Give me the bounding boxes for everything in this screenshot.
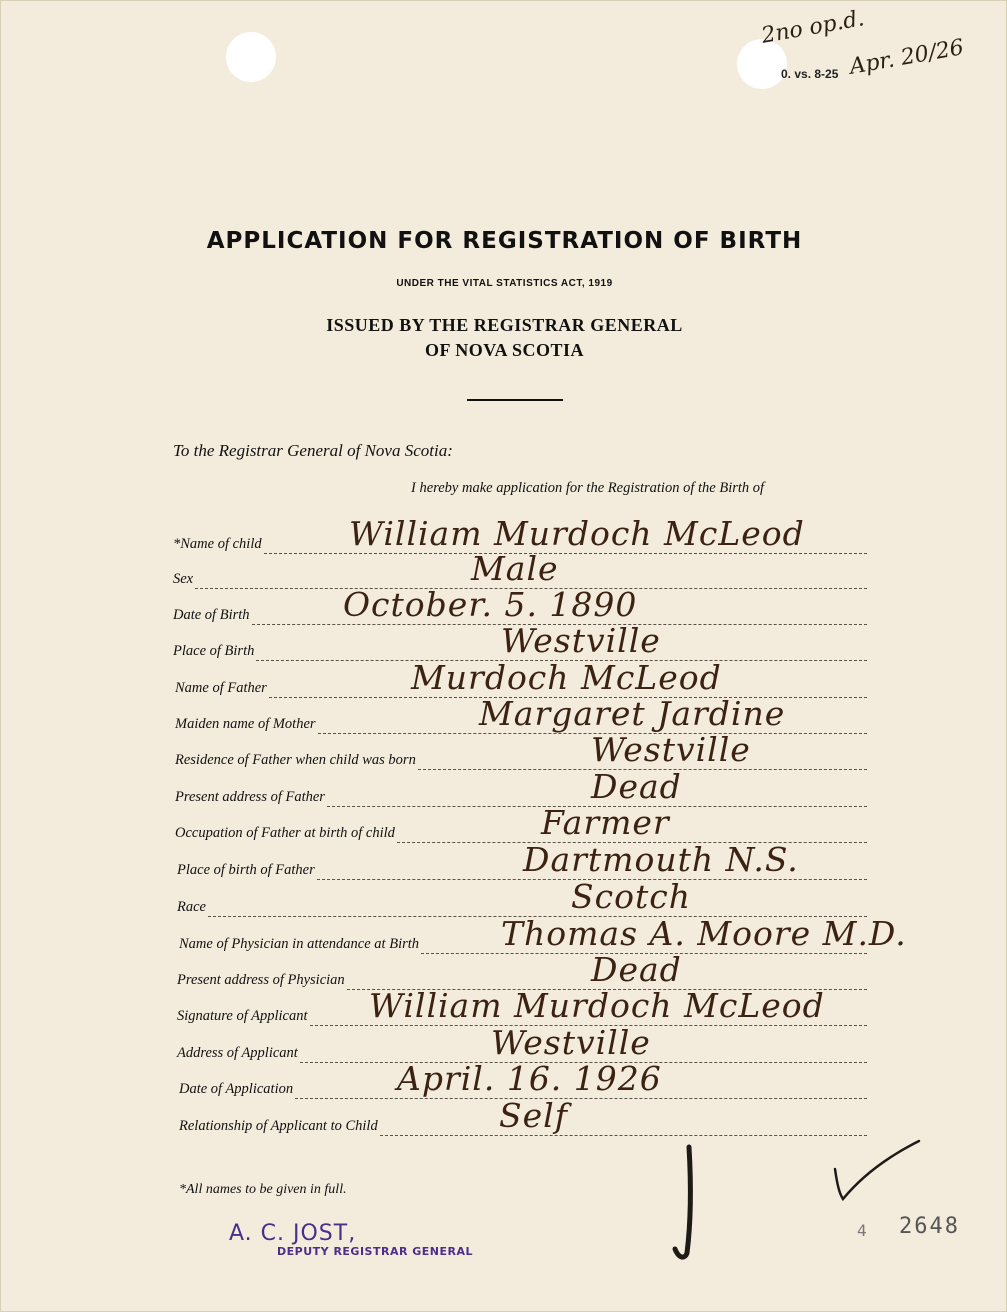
form-field-row	[1, 803, 1007, 851]
field-handwritten-value: Thomas A. Moore M.D.	[501, 914, 907, 953]
form-field-row	[1, 914, 1007, 962]
issued-by-line1: ISSUED BY THE REGISTRAR GENERAL	[326, 315, 683, 335]
field-handwritten-value: Margaret Jardine	[479, 694, 786, 733]
field-handwritten-value: Self	[499, 1096, 568, 1135]
stamp-title: DEPUTY REGISTRAR GENERAL	[277, 1245, 474, 1258]
field-label: Race	[177, 899, 206, 915]
punch-hole-left	[226, 32, 276, 82]
stamp-name: A. C. JOST,	[229, 1221, 357, 1246]
field-handwritten-value: William Murdoch McLeod	[369, 986, 825, 1025]
field-handwritten-value: Murdoch McLeod	[411, 658, 722, 697]
field-label: Date of Birth	[173, 607, 250, 623]
field-label: Residence of Father when child was born	[175, 752, 416, 768]
form-subtitle: UNDER THE VITAL STATISTICS ACT, 1919	[396, 278, 613, 289]
field-dotted-line	[264, 553, 867, 554]
field-label: Occupation of Father at birth of child	[175, 825, 395, 841]
field-dotted-line	[380, 1135, 867, 1136]
registration-number: 2648	[899, 1214, 960, 1239]
field-label: Address of Applicant	[177, 1045, 298, 1061]
title-divider	[467, 399, 563, 401]
field-handwritten-value: Dartmouth N.S.	[523, 840, 799, 879]
form-number: 0. vs. 8-25	[781, 67, 839, 81]
field-label: Signature of Applicant	[177, 1008, 308, 1024]
field-handwritten-value: Dead	[591, 950, 682, 989]
field-label: Relationship of Applicant to Child	[179, 1118, 378, 1134]
field-handwritten-value: Male	[471, 549, 559, 588]
field-handwritten-value: Westville	[591, 730, 751, 769]
field-label: Place of birth of Father	[177, 862, 315, 878]
field-label: Date of Application	[179, 1081, 294, 1097]
form-field-row	[1, 840, 1007, 888]
check-mark	[827, 1137, 927, 1209]
form-field-row	[1, 730, 1007, 778]
footnote: *All names to be given in full.	[179, 1182, 347, 1197]
field-handwritten-value: Scotch	[571, 877, 691, 916]
punch-hole-right	[737, 39, 787, 89]
form-field-row	[1, 767, 1007, 815]
field-handwritten-value: October. 5. 1890	[343, 585, 638, 624]
field-handwritten-value: April. 16. 1926	[397, 1059, 662, 1098]
field-handwritten-value: Westville	[491, 1023, 651, 1062]
form-title: APPLICATION FOR REGISTRATION OF BIRTH	[206, 228, 803, 254]
field-handwritten-value: Dead	[591, 767, 682, 806]
field-label: Name of Father	[175, 680, 267, 696]
issued-by-line2: OF NOVA SCOTIA	[424, 340, 585, 360]
field-label: Present address of Physician	[177, 972, 345, 988]
field-label: Present address of Father	[175, 789, 325, 805]
field-label: Sex	[173, 571, 194, 587]
field-label: Name of Physician in attendance at Birth	[179, 936, 420, 952]
field-handwritten-value: Westville	[501, 621, 661, 660]
ink-stroke-mark	[661, 1141, 701, 1263]
handwritten-note-line2: Apr. 20/26	[847, 35, 966, 80]
intro-text: I hereby make application for the Registration of the Birth of	[411, 480, 765, 496]
field-handwritten-value: William Murdoch McLeod	[349, 514, 805, 553]
field-dotted-line	[295, 1098, 867, 1099]
field-handwritten-value: Farmer	[541, 803, 670, 842]
field-label: *Name of child	[173, 536, 262, 552]
form-field-row	[1, 694, 1007, 742]
addressee: To the Registrar General of Nova Scotia:	[173, 441, 453, 460]
field-label: Place of Birth	[173, 643, 255, 659]
field-label: Maiden name of Mother	[175, 716, 316, 732]
handwritten-note-line1: 2no op.d.	[759, 6, 867, 49]
registration-prefix: 4	[857, 1221, 867, 1240]
